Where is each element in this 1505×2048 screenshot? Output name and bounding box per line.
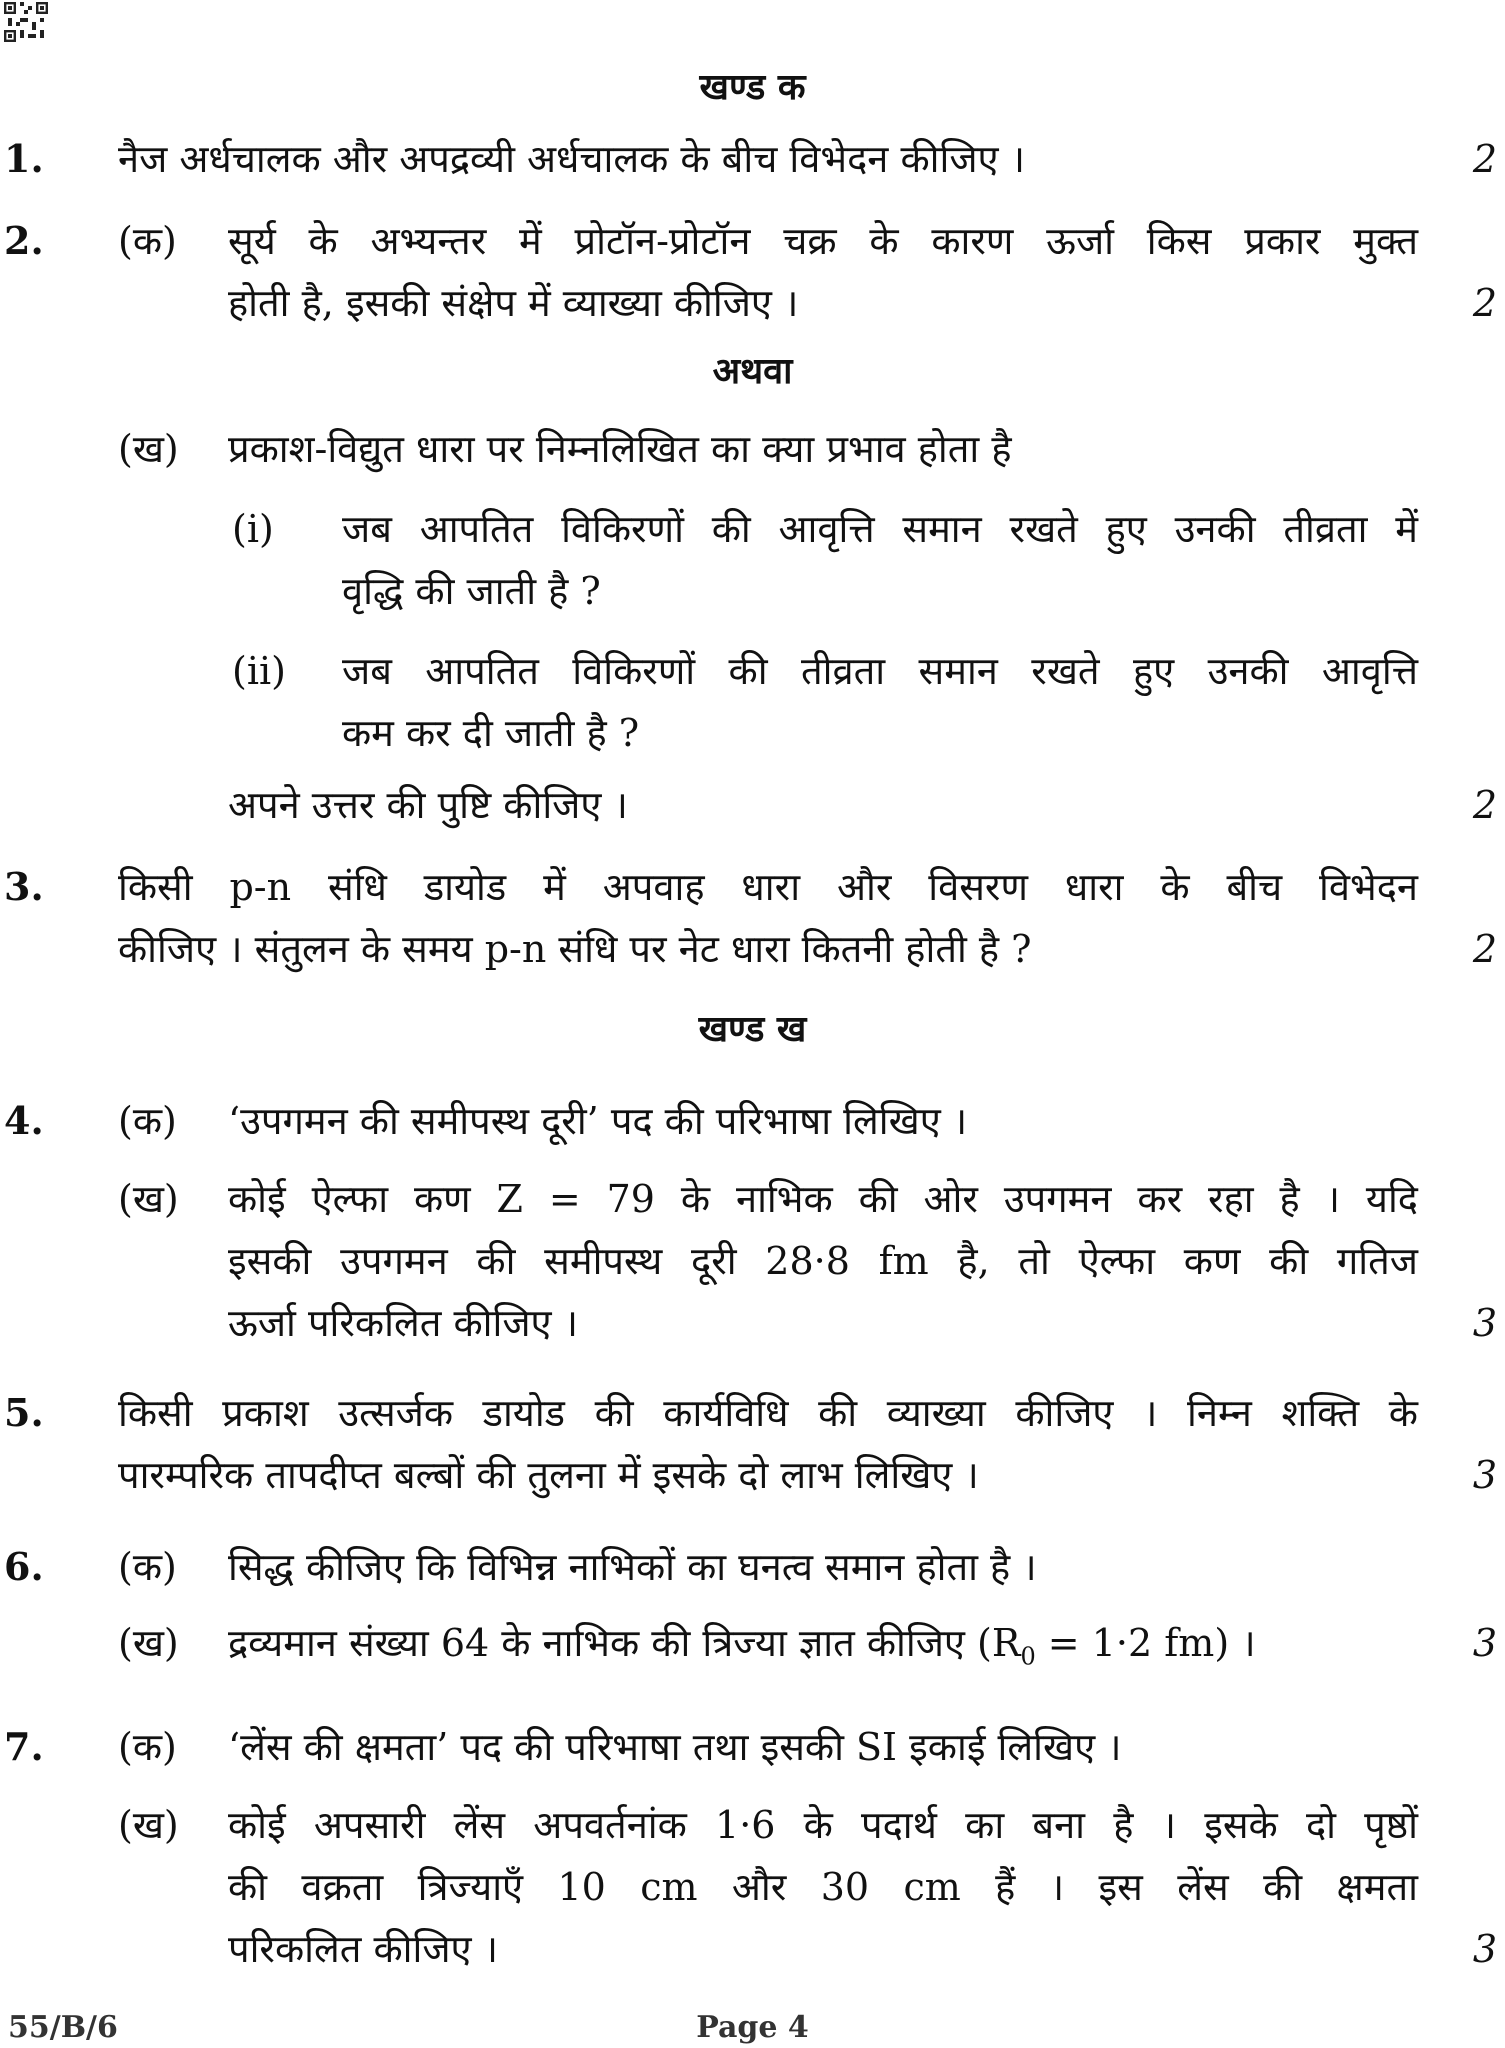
- question-number: 4.: [4, 1098, 44, 1143]
- marks: 2: [1472, 281, 1497, 325]
- question-text: पारम्परिक तापदीप्त बल्बों की तुलना में इसके दो लाभ लिखिए ।: [118, 1453, 979, 1497]
- page-number: Page 4: [696, 2010, 809, 2045]
- question-number: 7.: [4, 1724, 44, 1769]
- sub-question-text: [228, 1612, 1418, 1688]
- sub-question-text: ‘लेंस की क्षमता’ पद की परिभाषा तथा इसकी SI इकाई लिखिए ।: [228, 1725, 1122, 1769]
- item-text: कम कर दी जाती है ?: [342, 711, 640, 755]
- marks: 2: [1472, 927, 1497, 971]
- marks: 3: [1472, 1927, 1497, 1971]
- question-text: किसी p-n संधि डायोड में अपवाह धारा और विसरण धारा के बीच विभेदन: [118, 865, 1418, 909]
- question-text: नैज अर्धचालक और अपद्रव्यी अर्धचालक के बीच विभेदन कीजिए ।: [118, 137, 1026, 181]
- sub-question-text: ‘उपगमन की समीपस्थ दूरी’ पद की परिभाषा लिखिए ।: [228, 1099, 968, 1143]
- marks: 2: [1472, 783, 1497, 827]
- question-number: 5.: [4, 1390, 44, 1435]
- question-number: 2.: [4, 218, 44, 263]
- paper-code: 55/B/6: [8, 2010, 118, 2045]
- marks: 2: [1472, 137, 1497, 181]
- sub-question-text: ऊर्जा परिकलित कीजिए ।: [228, 1301, 579, 1345]
- section-heading-a: खण्ड क: [699, 66, 806, 108]
- question-number: 3.: [4, 864, 44, 909]
- item-text: जब आपतित विकिरणों की आवृत्ति समान रखते हुए उनकी तीव्रता में: [342, 507, 1418, 551]
- subscript-zero: 0: [1020, 1642, 1036, 1671]
- marks: 3: [1472, 1621, 1497, 1665]
- radius-value-text: = 1·2 fm) ।: [1035, 1621, 1256, 1665]
- sub-question-text: कोई ऐल्फा कण Z = 79 के नाभिक की ओर उपगमन कर रहा है । यदि: [228, 1177, 1418, 1221]
- item-text: वृद्धि की जाती है ?: [342, 569, 601, 613]
- sub-question-text: होती है, इसकी संक्षेप में व्याख्या कीजिए ।: [228, 281, 799, 325]
- sub-label: (क): [118, 1099, 177, 1143]
- sub-label: (ख): [118, 1621, 179, 1665]
- marks: 3: [1472, 1301, 1497, 1345]
- sub-label: (क): [118, 1545, 177, 1589]
- sub-label: (ख): [118, 1177, 179, 1221]
- sub-label: (क): [118, 1725, 177, 1769]
- section-heading-b: खण्ड ख: [698, 1008, 807, 1050]
- confirm-text: अपने उत्तर की पुष्टि कीजिए ।: [228, 783, 628, 827]
- item-label: (ii): [232, 649, 286, 693]
- sub-question-text: प्रकाश-विद्युत धारा पर निम्नलिखित का क्या प्रभाव होता है: [228, 427, 1012, 471]
- question-number: 1.: [4, 136, 44, 181]
- marks: 3: [1472, 1453, 1497, 1497]
- or-heading: अथवा: [712, 350, 793, 392]
- sub-question-text: इसकी उपगमन की समीपस्थ दूरी 28·8 fm है, तो ऐल्फा कण की गतिज: [228, 1239, 1418, 1283]
- item-label: (i): [232, 507, 274, 551]
- sub-label: (ख): [118, 1803, 179, 1847]
- question-text: कीजिए । संतुलन के समय p-n संधि पर नेट धारा कितनी होती है ?: [118, 927, 1032, 971]
- question-text: किसी प्रकाश उत्सर्जक डायोड की कार्यविधि की व्याख्या कीजिए । निम्न शक्ति के: [118, 1391, 1418, 1435]
- question-number: 6.: [4, 1544, 44, 1589]
- qr-code-icon: [4, 2, 48, 42]
- sub-label: (ख): [118, 427, 179, 471]
- item-text: जब आपतित विकिरणों की तीव्रता समान रखते हुए उनकी आवृत्ति: [342, 649, 1418, 693]
- sub-question-text: की वक्रता त्रिज्याएँ 10 cm और 30 cm हैं । इस लेंस की क्षमता: [228, 1865, 1418, 1909]
- sub-question-text: सिद्ध कीजिए कि विभिन्न नाभिकों का घनत्व समान होता है ।: [228, 1545, 1037, 1589]
- sub-question-text: सूर्य के अभ्यन्तर में प्रोटॉन-प्रोटॉन चक्र के कारण ऊर्जा किस प्रकार मुक्त: [228, 219, 1418, 263]
- sub-question-text: परिकलित कीजिए ।: [228, 1927, 499, 1971]
- sub-question-text: कोई अपसारी लेंस अपवर्तनांक 1·6 के पदार्थ का बना है । इसके दो पृष्ठों: [228, 1803, 1418, 1847]
- sub-label: (क): [118, 219, 177, 263]
- radius-question-text: द्रव्यमान संख्या 64 के नाभिक की त्रिज्या ज्ञात कीजिए (R: [228, 1621, 1021, 1665]
